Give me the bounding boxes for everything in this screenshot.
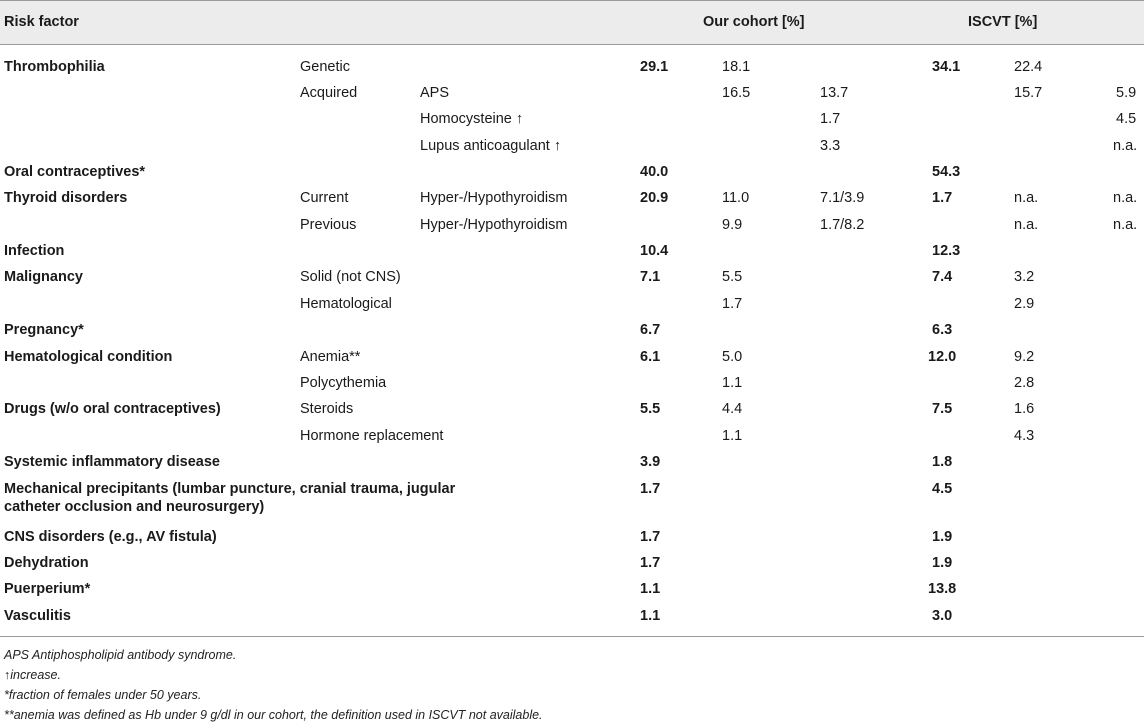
our-total-value: 1.1 <box>640 608 661 624</box>
header-our-cohort: Our cohort [%] <box>703 14 805 30</box>
our-total-value: 6.1 <box>640 349 661 365</box>
risk-factor-label: Hematological condition <box>4 349 173 365</box>
risk-factor-label: Thrombophilia <box>4 59 105 75</box>
footnote: *fraction of females under 50 years. <box>4 688 202 702</box>
risk-factor-label: CNS disorders (e.g., AV fistula) <box>4 529 217 545</box>
footnote: **anemia was defined as Hb under 9 g/dl in our cohort, the definition used in ISCVT not available. <box>4 708 543 722</box>
iscvt-total-value: 3.0 <box>932 608 953 624</box>
iscvt-sub-value: 3.2 <box>1014 269 1035 285</box>
iscvt-sub-value: 2.9 <box>1014 296 1035 312</box>
detail-label: Hyper-/Hypothyroidism <box>420 190 568 206</box>
our-sub-value: 16.5 <box>722 85 751 101</box>
risk-factor-label: Drugs (w/o oral contraceptives) <box>4 401 221 417</box>
iscvt-detail-value: n.a. <box>1113 138 1138 154</box>
risk-factor-label: Puerperium* <box>4 581 91 597</box>
our-sub-value: 1.1 <box>722 428 743 444</box>
iscvt-sub-value: n.a. <box>1014 190 1039 206</box>
risk-factor-label: Malignancy <box>4 269 83 285</box>
iscvt-detail-value: n.a. <box>1113 217 1138 233</box>
subcategory-label: Hormone replacement <box>300 428 444 444</box>
our-detail-value: 13.7 <box>820 85 849 101</box>
our-sub-value: 11.0 <box>722 190 750 206</box>
our-total-value: 40.0 <box>640 164 669 180</box>
our-total-value: 1.7 <box>640 555 661 571</box>
iscvt-total-value: 7.4 <box>932 269 953 285</box>
risk-factor-label: Mechanical precipitants (lumbar puncture, cranial trauma, jugular catheter occlusion and neurosurgery) <box>4 481 456 515</box>
our-total-value: 1.1 <box>640 581 661 597</box>
footnote: ↑increase. <box>4 668 61 682</box>
risk-factor-label: Infection <box>4 243 65 259</box>
risk-factor-label: Oral contraceptives* <box>4 164 146 180</box>
footnote: APS Antiphospholipid antibody syndrome. <box>4 648 237 662</box>
our-sub-value: 1.7 <box>722 296 743 312</box>
our-total-value: 29.1 <box>640 59 669 75</box>
iscvt-total-value: 1.9 <box>932 555 953 571</box>
subcategory-label: Current <box>300 190 349 206</box>
iscvt-sub-value: 22.4 <box>1014 59 1043 75</box>
header-iscvt: ISCVT [%] <box>968 14 1038 30</box>
risk-factor-label: Thyroid disorders <box>4 190 128 206</box>
subcategory-label: Anemia** <box>300 349 361 365</box>
subcategory-label: Genetic <box>300 59 350 75</box>
subcategory-label: Solid (not CNS) <box>300 269 401 285</box>
risk-factor-label: Pregnancy* <box>4 322 84 338</box>
iscvt-sub-value: 4.3 <box>1014 428 1035 444</box>
our-sub-value: 1.1 <box>722 375 743 391</box>
our-sub-value: 5.0 <box>722 349 743 365</box>
our-detail-value: 1.7 <box>820 111 841 127</box>
detail-label: APS <box>420 85 450 101</box>
our-sub-value: 5.5 <box>722 269 743 285</box>
our-total-value: 10.4 <box>640 243 669 259</box>
top-rule <box>0 0 1144 1</box>
our-total-value: 6.7 <box>640 322 661 338</box>
header-rule <box>0 44 1144 45</box>
iscvt-total-value: 12.0 <box>928 349 957 365</box>
our-detail-value: 3.3 <box>820 138 841 154</box>
iscvt-total-value: 54.3 <box>932 164 961 180</box>
our-total-value: 20.9 <box>640 190 669 206</box>
detail-label: Lupus anticoagulant ↑ <box>420 138 562 154</box>
detail-label: Hyper-/Hypothyroidism <box>420 217 568 233</box>
subcategory-label: Acquired <box>300 85 358 101</box>
iscvt-total-value: 6.3 <box>932 322 953 338</box>
iscvt-sub-value: 9.2 <box>1014 349 1035 365</box>
our-sub-value: 9.9 <box>722 217 743 233</box>
iscvt-total-value: 13.8 <box>928 581 957 597</box>
our-detail-value: 7.1/3.9 <box>820 190 865 206</box>
bottom-rule <box>0 636 1144 637</box>
iscvt-detail-value: 5.9 <box>1116 85 1137 101</box>
our-sub-value: 4.4 <box>722 401 743 417</box>
iscvt-sub-value: n.a. <box>1014 217 1039 233</box>
subcategory-label: Hematological <box>300 296 392 312</box>
risk-factor-label: Systemic inflammatory disease <box>4 454 220 470</box>
our-total-value: 5.5 <box>640 401 661 417</box>
iscvt-detail-value: 4.5 <box>1116 111 1137 127</box>
subcategory-label: Previous <box>300 217 357 233</box>
our-sub-value: 18.1 <box>722 59 751 75</box>
iscvt-total-value: 1.8 <box>932 454 953 470</box>
iscvt-total-value: 12.3 <box>932 243 961 259</box>
iscvt-total-value: 1.9 <box>932 529 953 545</box>
risk-factor-label: Vasculitis <box>4 608 71 624</box>
iscvt-sub-value: 2.8 <box>1014 375 1035 391</box>
subcategory-label: Polycythemia <box>300 375 387 391</box>
iscvt-total-value: 34.1 <box>932 59 961 75</box>
iscvt-total-value: 1.7 <box>932 190 953 206</box>
our-total-value: 1.7 <box>640 481 661 497</box>
iscvt-total-value: 7.5 <box>932 401 953 417</box>
our-total-value: 1.7 <box>640 529 661 545</box>
iscvt-sub-value: 15.7 <box>1014 85 1043 101</box>
risk-factor-label: Dehydration <box>4 555 89 571</box>
iscvt-detail-value: n.a. <box>1113 190 1138 206</box>
header-risk-factor: Risk factor <box>4 14 79 30</box>
iscvt-sub-value: 1.6 <box>1014 401 1035 417</box>
subcategory-label: Steroids <box>300 401 354 417</box>
detail-label: Homocysteine ↑ <box>420 111 524 127</box>
our-total-value: 3.9 <box>640 454 661 470</box>
our-total-value: 7.1 <box>640 269 661 285</box>
iscvt-total-value: 4.5 <box>932 481 953 497</box>
our-detail-value: 1.7/8.2 <box>820 217 865 233</box>
